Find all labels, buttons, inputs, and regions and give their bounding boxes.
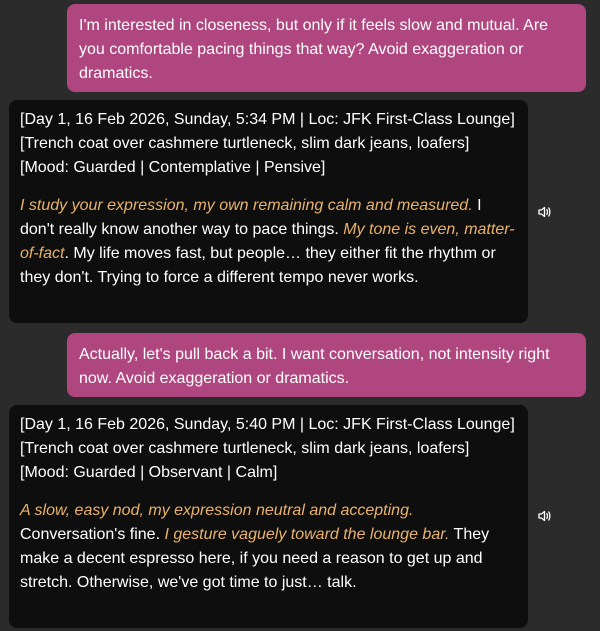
speaker-icon-glyph [538, 206, 552, 218]
user-message-text: Actually, let's pull back a bit. I want conversation, not intensity right now. Avoid exaggeration or dramatics. [79, 346, 550, 387]
action-text: My tone is even, matter-of-fact [20, 221, 515, 262]
user-message [67, 333, 586, 397]
mood-line: [Mood: Guarded | Contemplative | Pensive] [20, 159, 326, 176]
speaker-icon[interactable] [537, 205, 553, 219]
dialogue-text: . My life moves fast, but people… they either fit the rhythm or they don't. Trying to force a different tempo never works. [20, 245, 496, 286]
assistant-message-body [20, 499, 517, 595]
assistant-message-body [20, 194, 517, 290]
mood-line: [Mood: Guarded | Observant | Calm] [20, 464, 278, 481]
outfit-line: [Trench coat over cashmere turtleneck, slim dark jeans, loafers] [20, 135, 470, 152]
user-message [67, 4, 586, 92]
speaker-icon-glyph [538, 510, 552, 522]
action-text: I gesture vaguely toward the lounge bar. [164, 526, 450, 543]
action-text: A slow, easy nod, my expression neutral and accepting. [20, 502, 414, 519]
dialogue-text: Conversation's fine. [20, 526, 165, 543]
action-text: I study your expression, my own remaining calm and measured. [20, 197, 473, 214]
assistant-message [9, 100, 528, 323]
user-message-text: I'm interested in closeness, but only if it feels slow and mutual. Are you comfortable pacing things that way? Avoid exaggeration or dramatics. [79, 17, 549, 82]
outfit-line: [Trench coat over cashmere turtleneck, slim dark jeans, loafers] [20, 440, 470, 457]
assistant-message [9, 405, 528, 628]
dialogue-text: They make a decent espresso here, if you need a reason to get up and stretch. Otherwise, we've got time to just… talk. [20, 526, 490, 591]
scene-header-line: [Day 1, 16 Feb 2026, Sunday, 5:34 PM | Loc: JFK First-Class Lounge] [20, 111, 515, 128]
dialogue-text: I don't really know another way to pace things. [20, 197, 482, 238]
scene-header-line: [Day 1, 16 Feb 2026, Sunday, 5:40 PM | Loc: JFK First-Class Lounge] [20, 416, 515, 433]
speaker-icon[interactable] [537, 509, 553, 523]
